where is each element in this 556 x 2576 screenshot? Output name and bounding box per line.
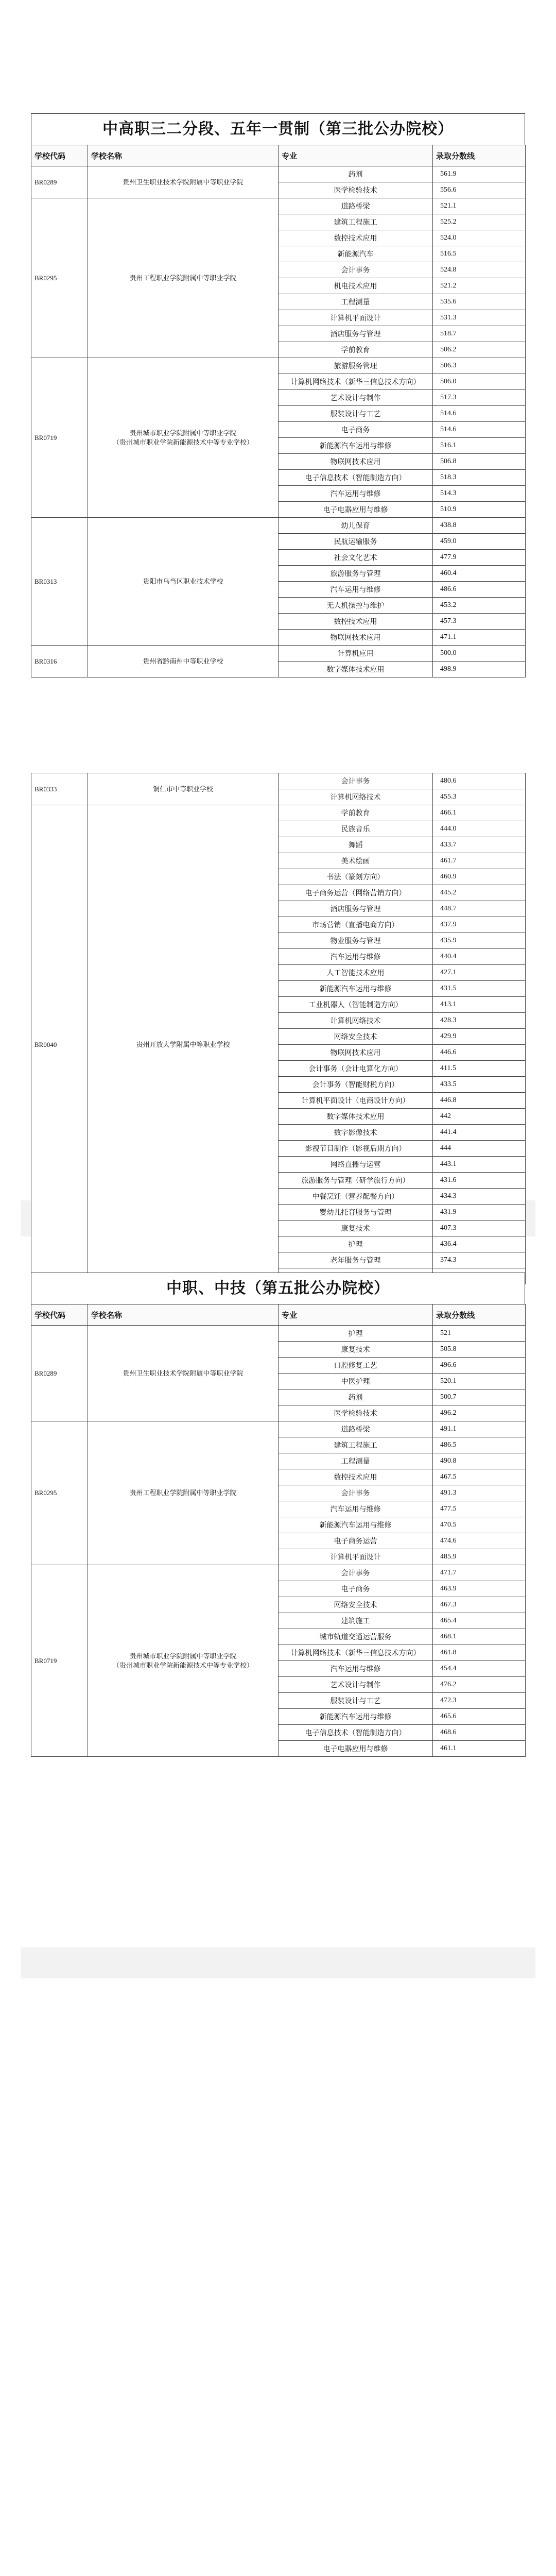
major-name: 新能源汽车运用与维修 [279, 1517, 433, 1533]
major-name: 道路桥梁 [279, 198, 433, 214]
major-name: 新能源汽车运用与维修 [279, 438, 433, 454]
cutoff-score: 535.6 [433, 294, 526, 310]
school-code: BR0313 [31, 518, 88, 646]
cutoff-score: 514.3 [433, 486, 526, 502]
school-name: 贵州卫生职业技术学院附属中等职业学院 [88, 1326, 279, 1421]
major-name: 新能源汽车 [279, 246, 433, 262]
cutoff-score: 514.6 [433, 406, 526, 422]
major-name: 机电技术应用 [279, 278, 433, 294]
cutoff-score: 453.2 [433, 598, 526, 614]
major-name: 服装设计与工艺 [279, 406, 433, 422]
cutoff-score: 431.6 [433, 1173, 526, 1189]
major-name: 幼儿保育 [279, 518, 433, 534]
major-name: 酒店服务与管理 [279, 901, 433, 917]
major-name: 物联网技术应用 [279, 630, 433, 646]
major-name: 数控技术应用 [279, 1469, 433, 1485]
major-name: 电子商务 [279, 422, 433, 438]
school-code: BR0316 [31, 646, 88, 677]
table-row [31, 166, 526, 182]
cutoff-score: 461.1 [433, 1741, 526, 1757]
cutoff-score: 468.6 [433, 1725, 526, 1741]
cutoff-score: 506.3 [433, 358, 526, 374]
cutoff-score: 477.5 [433, 1501, 526, 1517]
major-name: 服装设计与工艺 [279, 1693, 433, 1709]
major-name: 工程测量 [279, 1453, 433, 1469]
school-code: BR0295 [31, 198, 88, 358]
cutoff-score: 521.1 [433, 198, 526, 214]
cutoff-score: 434.3 [433, 1189, 526, 1205]
header-school-code: 学校代码 [31, 145, 88, 166]
major-name: 建筑工程施工 [279, 214, 433, 230]
school-name: 贵州省黔南州中等职业学校 [88, 646, 279, 677]
major-name: 物联网技术应用 [279, 454, 433, 470]
major-name: 会计事务 [279, 773, 433, 789]
header-school-code: 学校代码 [31, 1304, 88, 1326]
major-name: 电子商务运营（网络营销方向） [279, 885, 433, 901]
cutoff-score: 454.4 [433, 1661, 526, 1677]
cutoff-score: 466.1 [433, 805, 526, 821]
cutoff-score: 442 [433, 1109, 526, 1125]
cutoff-score: 460.4 [433, 566, 526, 582]
table-header-row [31, 145, 526, 166]
cutoff-score: 461.7 [433, 853, 526, 869]
cutoff-score: 413.1 [433, 997, 526, 1013]
header-school-name: 学校名称 [88, 145, 279, 166]
table-row [31, 773, 526, 789]
table-row [31, 1565, 526, 1581]
cutoff-score: 474.6 [433, 1533, 526, 1549]
score-table-section [31, 1273, 525, 1757]
cutoff-score: 521.2 [433, 278, 526, 294]
major-name: 医学检验技术 [279, 1405, 433, 1421]
header-score: 录取分数线 [433, 1304, 526, 1326]
cutoff-score: 518.3 [433, 470, 526, 486]
cutoff-score: 471.1 [433, 630, 526, 646]
cutoff-score: 506.0 [433, 374, 526, 390]
major-name: 工程测量 [279, 294, 433, 310]
cutoff-score: 477.9 [433, 550, 526, 566]
table-header-row [31, 1304, 526, 1326]
school-name: 铜仁市中等职业学校 [88, 773, 279, 805]
cutoff-score: 407.3 [433, 1221, 526, 1236]
cutoff-score: 471.7 [433, 1565, 526, 1581]
major-name: 数字媒体技术应用 [279, 1109, 433, 1125]
cutoff-score: 444 [433, 1141, 526, 1157]
school-name: 贵州工程职业学院附属中等职业学院 [88, 198, 279, 358]
score-table [31, 773, 526, 1284]
major-name: 人工智能技术应用 [279, 965, 433, 981]
major-name: 计算机平面设计（电商设计方向） [279, 1093, 433, 1109]
cutoff-score: 457.3 [433, 614, 526, 630]
major-name: 建筑施工 [279, 1613, 433, 1629]
major-name: 无人机操控与维护 [279, 598, 433, 614]
cutoff-score: 374.3 [433, 1252, 526, 1268]
cutoff-score: 441.4 [433, 1125, 526, 1141]
major-name: 影视节目制作（影视后期方向） [279, 1141, 433, 1157]
cutoff-score: 440.4 [433, 949, 526, 965]
major-name: 汽车运用与维修 [279, 582, 433, 598]
major-name: 社会文化艺术 [279, 550, 433, 566]
major-name: 电子商务 [279, 1581, 433, 1597]
major-name: 学前教育 [279, 805, 433, 821]
school-name: 贵州城市职业学院附属中等职业学院 （贵州城市职业学院新能源技术中等专业学校） [88, 1565, 279, 1757]
cutoff-score: 506.8 [433, 454, 526, 470]
cutoff-score: 498.9 [433, 662, 526, 677]
cutoff-score: 444.0 [433, 821, 526, 837]
major-name: 计算机网络技术 [279, 789, 433, 805]
major-name: 网络直播与运营 [279, 1157, 433, 1173]
cutoff-score: 438.8 [433, 518, 526, 534]
major-name: 电子信息技术（智能制造方向） [279, 1725, 433, 1741]
major-name: 会计事务（智能财税方向） [279, 1077, 433, 1093]
major-name: 康复技术 [279, 1221, 433, 1236]
header-score: 录取分数线 [433, 145, 526, 166]
major-name: 学前教育 [279, 342, 433, 358]
major-name: 计算机平面设计 [279, 1549, 433, 1565]
cutoff-score: 446.6 [433, 1045, 526, 1061]
cutoff-score: 433.7 [433, 837, 526, 853]
major-name: 数控技术应用 [279, 230, 433, 246]
table-row [31, 198, 526, 214]
cutoff-score: 433.5 [433, 1077, 526, 1093]
major-name: 舞蹈 [279, 837, 433, 853]
table-row [31, 805, 526, 821]
score-table [31, 145, 526, 677]
cutoff-score: 561.9 [433, 166, 526, 182]
major-name: 汽车运用与维修 [279, 1501, 433, 1517]
major-name: 艺术设计与制作 [279, 1677, 433, 1693]
major-name: 老年服务与管理 [279, 1252, 433, 1268]
cutoff-score: 491.3 [433, 1485, 526, 1501]
cutoff-score: 448.7 [433, 901, 526, 917]
major-name: 物业服务与管理 [279, 933, 433, 949]
table-row [31, 1421, 526, 1437]
table-row [31, 646, 526, 662]
major-name: 护理 [279, 1236, 433, 1252]
major-name: 网络安全技术 [279, 1029, 433, 1045]
section-title: 中职、中技（第五批公办院校） [31, 1273, 525, 1304]
major-name: 市场营销（直播电商方向） [279, 917, 433, 933]
header-school-name: 学校名称 [88, 1304, 279, 1326]
cutoff-score: 435.9 [433, 933, 526, 949]
cutoff-score: 514.6 [433, 422, 526, 438]
cutoff-score: 436.4 [433, 1236, 526, 1252]
major-name: 新能源汽车运用与维修 [279, 981, 433, 997]
major-name: 计算机网络技术（新华三信息技术方向） [279, 1645, 433, 1661]
cutoff-score: 455.3 [433, 789, 526, 805]
major-name: 酒店服务与管理 [279, 326, 433, 342]
major-name: 药剂 [279, 1389, 433, 1405]
major-name: 数字媒体技术应用 [279, 662, 433, 677]
major-name: 康复技术 [279, 1342, 433, 1358]
cutoff-score: 485.9 [433, 1549, 526, 1565]
major-name: 电子电器应用与维修 [279, 502, 433, 518]
major-name: 会计事务（会计电算化方向） [279, 1061, 433, 1077]
cutoff-score: 524.0 [433, 230, 526, 246]
school-name: 贵州工程职业学院附属中等职业学院 [88, 1421, 279, 1565]
major-name: 会计事务 [279, 1485, 433, 1501]
school-code: BR0289 [31, 1326, 88, 1421]
cutoff-score: 525.2 [433, 214, 526, 230]
major-name: 物联网技术应用 [279, 1045, 433, 1061]
cutoff-score: 556.6 [433, 182, 526, 198]
major-name: 新能源汽车运用与维修 [279, 1709, 433, 1725]
major-name: 书法（篆刻方向） [279, 869, 433, 885]
section-title: 中高职三二分段、五年一贯制（第三批公办院校） [31, 113, 525, 145]
score-table-section [31, 773, 525, 1284]
table-row [31, 358, 526, 374]
major-name: 数控技术应用 [279, 614, 433, 630]
major-name: 美术绘画 [279, 853, 433, 869]
cutoff-score: 467.5 [433, 1469, 526, 1485]
major-name: 民航运输服务 [279, 534, 433, 550]
cutoff-score: 467.3 [433, 1597, 526, 1613]
major-name: 婴幼儿托育服务与管理 [279, 1205, 433, 1221]
major-name: 口腔修复工艺 [279, 1358, 433, 1374]
cutoff-score: 427.1 [433, 965, 526, 981]
cutoff-score: 486.5 [433, 1437, 526, 1453]
cutoff-score: 461.8 [433, 1645, 526, 1661]
major-name: 医学检验技术 [279, 182, 433, 198]
cutoff-score: 480.6 [433, 773, 526, 789]
major-name: 护理 [279, 1326, 433, 1342]
cutoff-score: 460.9 [433, 869, 526, 885]
cutoff-score: 459.0 [433, 534, 526, 550]
cutoff-score: 516.1 [433, 438, 526, 454]
cutoff-score: 518.7 [433, 326, 526, 342]
major-name: 数字影像技术 [279, 1125, 433, 1141]
school-code: BR0040 [31, 805, 88, 1284]
cutoff-score: 445.2 [433, 885, 526, 901]
cutoff-score: 468.1 [433, 1629, 526, 1645]
major-name: 计算机应用 [279, 646, 433, 662]
header-major: 专业 [279, 1304, 433, 1326]
table-row [31, 1326, 526, 1342]
cutoff-score: 428.3 [433, 1013, 526, 1029]
table-row [31, 518, 526, 534]
cutoff-score: 506.2 [433, 342, 526, 358]
cutoff-score: 411.5 [433, 1061, 526, 1077]
cutoff-score: 431.5 [433, 981, 526, 997]
major-name: 计算机网络技术（新华三信息技术方向） [279, 374, 433, 390]
cutoff-score: 500.7 [433, 1389, 526, 1405]
cutoff-score: 486.6 [433, 582, 526, 598]
major-name: 会计事务 [279, 262, 433, 278]
cutoff-score: 531.3 [433, 310, 526, 326]
cutoff-score: 465.6 [433, 1709, 526, 1725]
school-code: BR0719 [31, 1565, 88, 1757]
cutoff-score: 491.1 [433, 1421, 526, 1437]
major-name: 艺术设计与制作 [279, 390, 433, 406]
major-name: 汽车运用与维修 [279, 486, 433, 502]
cutoff-score: 496.2 [433, 1405, 526, 1421]
cutoff-score: 524.8 [433, 262, 526, 278]
major-name: 电子信息技术（智能制造方向） [279, 470, 433, 486]
school-name: 贵阳市乌当区职业技术学校 [88, 518, 279, 646]
cutoff-score: 465.4 [433, 1613, 526, 1629]
major-name: 旅游服务管理 [279, 358, 433, 374]
cutoff-score: 443.1 [433, 1157, 526, 1173]
major-name: 电子商务运营 [279, 1533, 433, 1549]
major-name: 中医护理 [279, 1374, 433, 1389]
cutoff-score: 431.9 [433, 1205, 526, 1221]
school-code: BR0333 [31, 773, 88, 805]
major-name: 城市轨道交通运营服务 [279, 1629, 433, 1645]
cutoff-score: 496.6 [433, 1358, 526, 1374]
school-name: 贵州开放大学附属中等职业学校 [88, 805, 279, 1284]
cutoff-score: 517.3 [433, 390, 526, 406]
cutoff-score: 429.9 [433, 1029, 526, 1045]
major-name: 民族音乐 [279, 821, 433, 837]
cutoff-score: 516.5 [433, 246, 526, 262]
school-code: BR0289 [31, 166, 88, 198]
cutoff-score: 521 [433, 1326, 526, 1342]
major-name: 网络安全技术 [279, 1597, 433, 1613]
school-code: BR0719 [31, 358, 88, 518]
score-table-section [31, 113, 525, 677]
header-major: 专业 [279, 145, 433, 166]
major-name: 电子电器应用与维修 [279, 1741, 433, 1757]
major-name: 旅游服务与管理 [279, 566, 433, 582]
cutoff-score: 505.8 [433, 1342, 526, 1358]
cutoff-score: 463.9 [433, 1581, 526, 1597]
cutoff-score: 490.8 [433, 1453, 526, 1469]
cutoff-score: 520.1 [433, 1374, 526, 1389]
cutoff-score: 510.9 [433, 502, 526, 518]
cutoff-score: 500.0 [433, 646, 526, 662]
score-table [31, 1304, 526, 1757]
school-name: 贵州卫生职业技术学院附属中等职业学院 [88, 166, 279, 198]
cutoff-score: 446.8 [433, 1093, 526, 1109]
school-code: BR0295 [31, 1421, 88, 1565]
major-name: 工业机器人（智能制造方向） [279, 997, 433, 1013]
cutoff-score: 476.2 [433, 1677, 526, 1693]
sheet-gap-2 [21, 1947, 535, 1978]
major-name: 计算机网络技术 [279, 1013, 433, 1029]
major-name: 道路桥梁 [279, 1421, 433, 1437]
major-name: 计算机平面设计 [279, 310, 433, 326]
major-name: 汽车运用与维修 [279, 1661, 433, 1677]
major-name: 中餐烹饪（营养配餐方向） [279, 1189, 433, 1205]
major-name: 会计事务 [279, 1565, 433, 1581]
cutoff-score: 437.9 [433, 917, 526, 933]
major-name: 药剂 [279, 166, 433, 182]
cutoff-score: 472.3 [433, 1693, 526, 1709]
cutoff-score: 470.5 [433, 1517, 526, 1533]
school-name: 贵州城市职业学院附属中等职业学院 （贵州城市职业学院新能源技术中等专业学校） [88, 358, 279, 518]
major-name: 建筑工程施工 [279, 1437, 433, 1453]
major-name: 旅游服务与管理（研学旅行方向） [279, 1173, 433, 1189]
major-name: 汽车运用与维修 [279, 949, 433, 965]
